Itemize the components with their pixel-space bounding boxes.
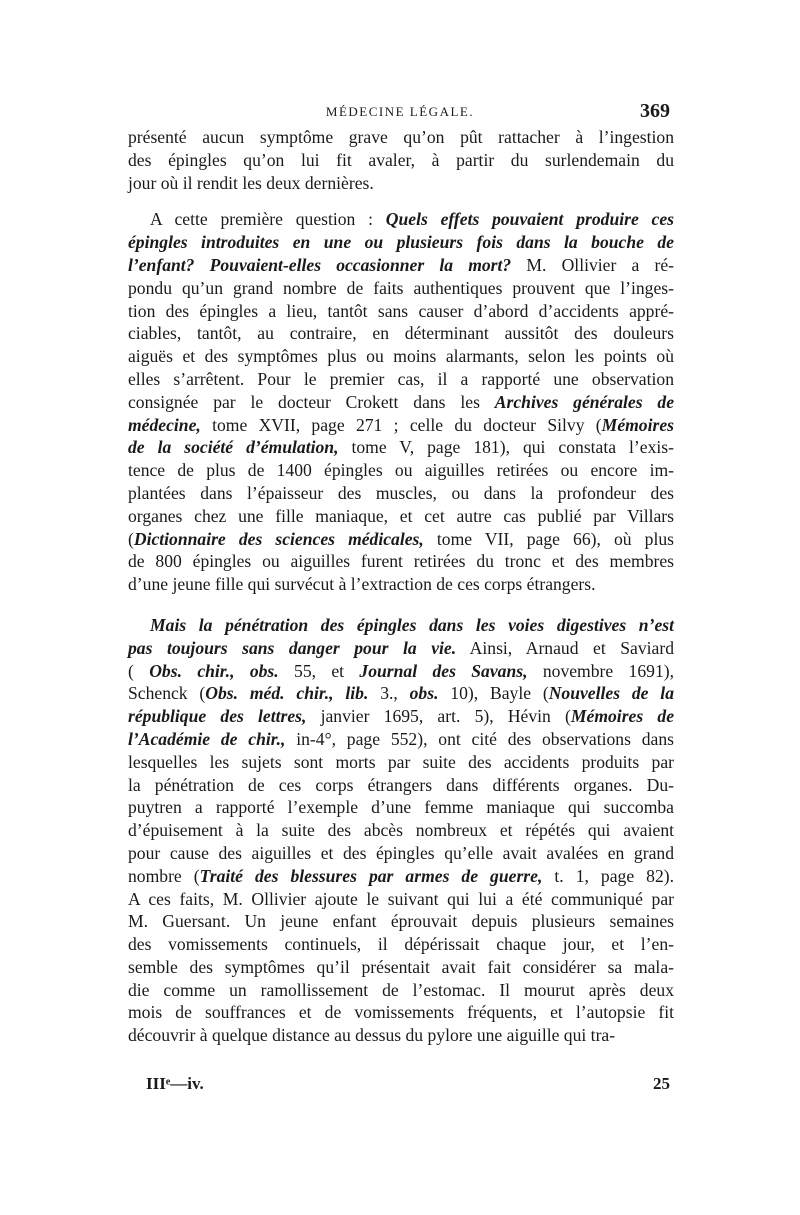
italic-run: Mais la pénétration des épingles dans les voies digestives n’est (150, 614, 674, 635)
italic-run: l’enfant? Pouvaient-elles occasionner la mort? (128, 254, 512, 275)
text-run: elles s’arrêtent. Pour le premier cas, il a rapporté une observation (128, 368, 674, 389)
text-run: ( (128, 660, 150, 681)
text-run: die comme un ramollissement de l’estomac. Il mourut après deux (128, 979, 674, 1000)
text-run: découvrir à quelque distance au dessus du pylore une aiguille qui tra- (128, 1025, 616, 1046)
text-line (128, 254, 674, 277)
text-line (128, 368, 674, 391)
text-line (128, 705, 674, 728)
text-line (128, 614, 674, 637)
text-line (128, 910, 674, 933)
text-line (128, 865, 674, 888)
text-run: A ces faits, M. Ollivier ajoute le suivant qui lui a été communiqué par (128, 888, 674, 909)
text-run: jour où il rendit les deux dernières. (128, 172, 374, 193)
text-line (128, 322, 674, 345)
text-line (128, 277, 674, 300)
text-line (128, 682, 674, 705)
text-run: tome XVII, page 271 ; celle du docteur Silvy ( (200, 414, 602, 435)
text-run: plantées dans l’épaisseur des muscles, ou dans la profondeur des (128, 482, 674, 503)
text-line (128, 888, 674, 911)
paragraph-gap (128, 194, 674, 208)
text-run: M. Guersant. Un jeune enfant éprouvait depuis plusieurs semaines (128, 911, 674, 932)
italic-run: pas toujours sans danger pour la vie. (128, 637, 457, 658)
page-number: 369 (640, 100, 670, 122)
text-run: tion des épingles a lieu, tantôt sans causer d’abord d’accidents appré- (128, 300, 674, 321)
text-line (128, 751, 674, 774)
text-run: présenté aucun symptôme grave qu’on pût rattacher à l’ingestion (128, 127, 674, 147)
text-line (128, 1024, 674, 1047)
running-title: MÉDECINE LÉGALE. (325, 104, 475, 119)
paragraph (128, 208, 674, 596)
text-run: des vomissements continuels, il dépérissait chaque jour, et l’en- (128, 934, 674, 955)
text-line (128, 1001, 674, 1024)
text-run: pondu qu’un grand nombre de faits authentiques prouvent que l’inges- (128, 277, 674, 298)
italic-run: l’Académie de chir., (128, 728, 286, 749)
text-line (128, 436, 674, 459)
text-run: consignée par le docteur Crokett dans les (128, 391, 495, 412)
text-line (128, 637, 674, 660)
text-run: nombre ( (128, 865, 200, 886)
text-line (128, 172, 674, 195)
italic-run: Traité des blessures par armes de guerre, (199, 865, 543, 886)
italic-run: Archives générales de (494, 391, 674, 412)
text-run: puytren a rapporté l’exemple d’une femme maniaque qui succomba (128, 797, 674, 818)
text-run: tome VII, page 66), où plus (423, 528, 674, 549)
text-run: 55, et (278, 660, 360, 681)
text-run: d’une jeune fille qui survécut à l’extraction de ces corps étrangers. (128, 574, 596, 595)
italic-run: Quels effets pouvaient produire ces (385, 209, 674, 230)
text-run: ciables, tantôt, au contraire, en déterminant aussitôt des douleurs (128, 323, 674, 344)
italic-run: Obs. méd. chir., lib. (205, 683, 369, 704)
text-run: Schenck ( (128, 683, 206, 704)
italic-run: obs. (409, 683, 439, 704)
body-text (128, 126, 674, 1047)
italic-run: Mémoires de (570, 706, 674, 727)
italic-run: Obs. chir., obs. (149, 660, 279, 681)
italic-run: Dictionnaire des sciences médicales, (133, 528, 424, 549)
italic-run: médecine, (128, 414, 201, 435)
text-run: des épingles qu’on lui fit avaler, à partir du surlendemain du (128, 149, 674, 170)
text-line (128, 391, 674, 414)
text-line (128, 208, 674, 231)
text-run: organes chez une fille maniaque, et cet autre cas publié par Villars (128, 505, 674, 526)
paragraph-gap (128, 596, 674, 614)
text-run: lesquelles les sujets sont morts par suite des accidents produits par (128, 751, 674, 772)
text-line (128, 933, 674, 956)
paragraph (128, 614, 674, 1047)
text-line (128, 126, 674, 149)
italic-run: Journal des Savans, (359, 660, 528, 681)
text-run: janvier 1695, art. 5), Hévin ( (306, 706, 571, 727)
text-line (128, 414, 674, 437)
text-run: M. Ollivier a ré- (511, 254, 674, 275)
text-line (128, 149, 674, 172)
text-run: semble des symptômes qu’il présentait avait fait considérer sa mala- (128, 956, 674, 977)
text-run: t. 1, page 82). (542, 865, 674, 886)
italic-run: république des lettres, (128, 706, 307, 727)
text-run: Ainsi, Arnaud et Saviard (456, 637, 674, 658)
text-run: la pénétration de ces corps étrangers dans différents organes. Du- (128, 774, 674, 795)
italic-run: Nouvelles de la (548, 683, 674, 704)
text-line (128, 528, 674, 551)
text-line (128, 300, 674, 323)
text-line (128, 550, 674, 573)
text-run: in-4°, page 552), ont cité des observations dans (285, 728, 674, 749)
text-run: aiguës et des symptômes plus ou moins alarmants, selon les points où (128, 346, 674, 367)
text-line (128, 819, 674, 842)
text-line (128, 573, 674, 596)
text-run: mois de souffrances et de vomissements fréquents, et l’autopsie fit (128, 1002, 674, 1023)
text-line (128, 796, 674, 819)
text-run: A cette première question : (150, 209, 386, 230)
signature-mark: IIIᵉ—iv. (146, 1074, 204, 1093)
text-line (128, 660, 674, 683)
text-run: pour cause des aiguilles et des épingles qu’elle avait avalées en grand (128, 842, 674, 863)
text-run: 10), Bayle ( (438, 683, 549, 704)
text-run: tence de plus de 1400 épingles ou aiguilles retirées ou encore im- (128, 460, 674, 481)
sheet-number: 25 (653, 1074, 670, 1093)
text-run: de 800 épingles ou aiguilles furent retirées du tronc et des membres (128, 551, 674, 572)
text-line (128, 345, 674, 368)
text-line (128, 231, 674, 254)
paragraph (128, 126, 674, 194)
text-run: 3., (368, 683, 410, 704)
text-line (128, 505, 674, 528)
text-run: d’épuisement à la suite des abcès nombreux et répétés qui avaient (128, 820, 674, 841)
italic-run: Mémoires (601, 414, 674, 435)
text-line (128, 956, 674, 979)
text-line (128, 979, 674, 1002)
text-run: novembre 1691), (527, 660, 674, 681)
text-line (128, 482, 674, 505)
italic-run: épingles introduites en une ou plusieurs fois dans la bouche de (128, 232, 674, 253)
text-line (128, 459, 674, 482)
text-line (128, 842, 674, 865)
text-line (128, 774, 674, 797)
text-run: ( (128, 528, 134, 549)
page-footer (128, 1074, 674, 1100)
italic-run: de la société d’émulation, (128, 437, 339, 458)
text-line (128, 728, 674, 751)
text-run: tome V, page 181), qui constata l’exis- (338, 437, 674, 458)
